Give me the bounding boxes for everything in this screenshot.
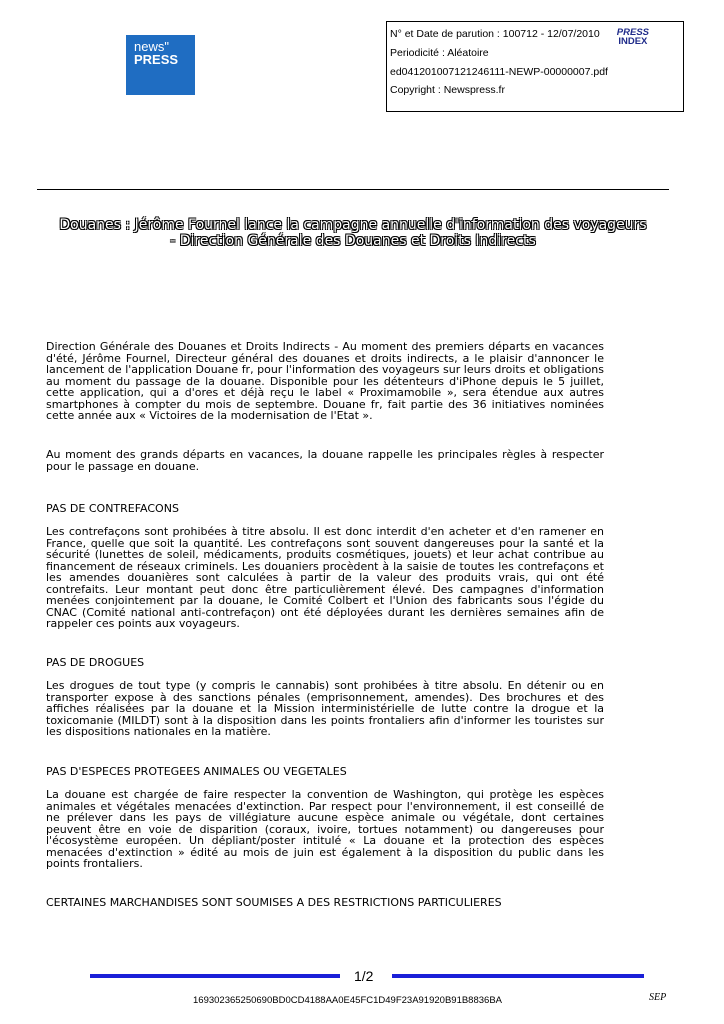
press-index-bottom: INDEX [618, 36, 648, 47]
contrefacons-paragraph: Les contrefaçons sont prohibées à titre absolu. Il est donc interdit d'en acheter et d'en ramener en France, quelle que soit la quantité. Les contrefaçons sont souvent dangereuses pour la santé et la sécurité (lunettes de soleil, médicaments, produits cosmétiques, jouets) et leur achat contribue au financement de réseaux criminels. Les douaniers procèdent à la saisie de toutes les contrefaçons et les amendes douanières sont calculées à partir de la valeur des produits vrais, qui ont été contrefaits. Leur montant peut donc être particulièrement élevé. Des campagnes d'information menées conjointement par la douane, le Comité Colbert et l'Union des fabricants sous l'égide du CNAC (Comité national anti-contrefaçon) ont été déployées durant les dernières semaines afin de rappeler ces points aux voyageurs. [46, 525, 604, 630]
sep-code: SEP [649, 992, 667, 1003]
section-heading-especes: PAS D'ESPECES PROTEGEES ANIMALES OU VEGETALES [46, 765, 347, 778]
drogues-paragraph: Les drogues de tout type (y compris le cannabis) sont prohibées à titre absolu. En détenir ou en transporter expose à des sanctions pénales (emprisonnement, amendes). Des brochures et des affiches réalisées par la douane et la Mission interministérielle de lutte contre la drogue et la toxicomanie (MILDT) sont à la disposition dans les points frontaliers afin d'informer les touristes sur les dispositions nationales en la matière. [46, 679, 604, 738]
header-divider [37, 189, 669, 190]
section-heading-contrefacons: PAS DE CONTREFACONS [46, 502, 179, 515]
document-hash: 169302365250690BD0CD4188AA0E45FC1D49F23A91920B91B8836BA [193, 995, 502, 1006]
article-title [37, 217, 669, 249]
footer-bar-right [392, 974, 644, 978]
section-heading-drogues: PAS DE DROGUES [46, 656, 145, 669]
file-reference: ed041201007121246111-NEWP-00000007.pdf [390, 66, 608, 78]
press-index-logo [617, 28, 649, 46]
logo-line1: news" [134, 39, 169, 54]
copyright-info: Copyright : Newspress.fr [390, 84, 505, 96]
press-index-top: PRESS [616, 27, 649, 38]
title-line1: Douanes : Jérôme Fournel lance la campagne annuelle d'information des voyageurs [59, 217, 647, 233]
especes-paragraph: La douane est chargée de faire respecter la convention de Washington, qui protège les espèces animales et végétales menacées d'extinction. Par respect pour l'environnement, il est conseillé de ne prélever dans les pays de villégiature aucune espèce animale ou végétale, dont certaines peuvent être en voie de disparition (coraux, ivoire, tortues notamment) ou dangereuses pour l'écosystème européen. Un dépliant/poster intitulé « La douane et la protection des espèces menacées d'extinction » édité au mois de juin est également à la disposition du public dans les points frontaliers. [46, 788, 604, 870]
newspress-logo [126, 35, 195, 95]
publication-info-box [386, 21, 684, 112]
parution-info: N° et Date de parution : 100712 - 12/07/2010 [390, 28, 600, 40]
footer-bar-left [90, 974, 340, 978]
rappel-paragraph: Au moment des grands départs en vacances, la douane rappelle les principales règles à respecter pour le passage en douane. [46, 448, 604, 473]
page-number: 1/2 [354, 968, 374, 984]
title-line2: - Direction Générale des Douanes et Droits Indirects [170, 233, 536, 249]
section-heading-restrictions: CERTAINES MARCHANDISES SONT SOUMISES A DES RESTRICTIONS PARTICULIERES [46, 896, 502, 909]
intro-paragraph: Direction Générale des Douanes et Droits Indirects - Au moment des premiers départs en vacances d'été, Jérôme Fournel, Directeur général des douanes et droits indirects, a le plaisir d'annoncer le lancement de l'application Douane fr, pour l'information des voyageurs sur leurs droits et obligations au moment du passage de la douane. Disponible pour les détenteurs d'iPhone depuis le 5 juillet, cette application, qui a d'ores et déjà reçu le label « Proximamobile », sera étendue aux autres smartphones à compter du mois de septembre. Douane fr, fait partie des 36 initiatives nominées cette année aux « Victoires de la modernisation de l'Etat ». [46, 340, 604, 422]
periodicite-info: Periodicité : Aléatoire [390, 47, 489, 59]
logo-line2: PRESS [134, 52, 179, 67]
